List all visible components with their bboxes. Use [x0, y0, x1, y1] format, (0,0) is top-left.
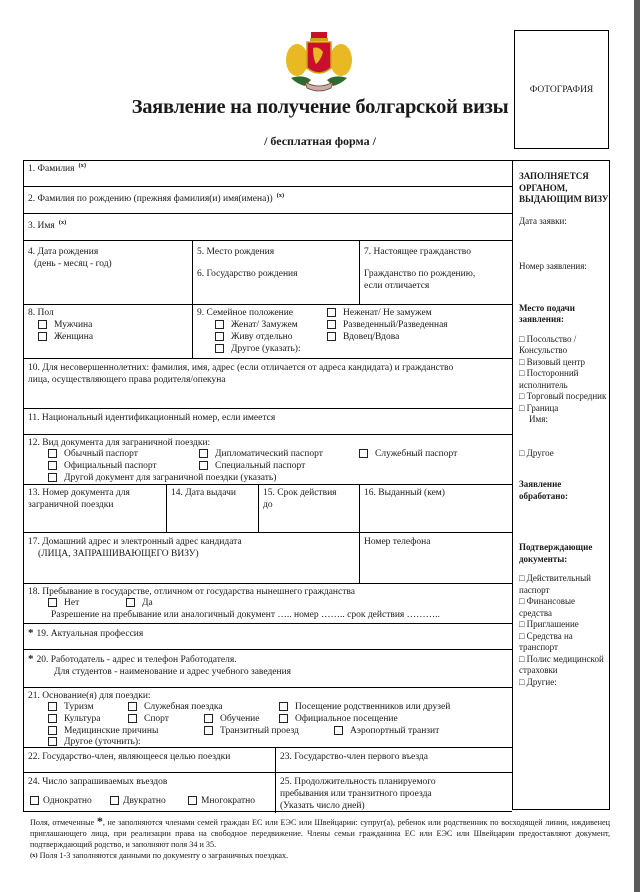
option-label: Туризм [64, 702, 94, 712]
option-label: Дипломатический паспорт [215, 449, 323, 459]
purpose-option-other[interactable] [48, 736, 141, 748]
coat-of-arms-icon [283, 30, 355, 98]
checkbox[interactable] [126, 598, 135, 607]
doc-check-funds[interactable]: □ Финансовые средства [519, 596, 576, 618]
field-travel-document-type [24, 435, 513, 484]
border-name-label: Имя: [529, 414, 548, 424]
purpose-option-airport-transit[interactable] [334, 725, 439, 737]
checkbox[interactable] [38, 320, 47, 329]
checkbox[interactable] [38, 332, 47, 341]
checkbox[interactable] [359, 449, 368, 458]
field-phone[interactable] [360, 533, 513, 583]
option-label: Неженат/ Не замужем [343, 308, 432, 318]
field-residence-label: 18. Пребывание в государстве, отличном от государства нынешнего гражданства [28, 587, 355, 597]
doc-check-other[interactable]: □ Другие: [519, 676, 557, 687]
doc-option-service[interactable] [359, 448, 457, 460]
checkbox[interactable] [128, 714, 137, 723]
footnotes [30, 816, 610, 861]
field-surname-label: 1. Фамилия [28, 164, 75, 174]
option-label: Нет [64, 598, 80, 608]
marital-option-separated[interactable] [215, 331, 293, 343]
checkbox[interactable] [48, 598, 57, 607]
field-nationality-birth-hint: если отличается [364, 281, 430, 291]
footnote-text: Поля, отмеченные [30, 818, 97, 827]
field-entries-label: 24. Число запрашиваемых въездов [28, 777, 168, 787]
field-employer-label: 20. Работодатель - адрес и телефон Работодателя. [36, 655, 237, 665]
field-first-name-label: 3. Имя [28, 221, 55, 231]
doc-option-official[interactable] [48, 460, 157, 472]
sex-option-male[interactable] [38, 319, 92, 331]
option-label: Мужчина [54, 320, 93, 330]
place-option-visa-center[interactable]: □ Визовый центр [519, 356, 586, 367]
field-occupation-label: 19. Актуальная профессия [36, 629, 144, 639]
asterisk-mark: * [96, 814, 103, 828]
field-place-of-birth-label: 5. Место рождения [197, 247, 275, 257]
checkbox[interactable] [48, 702, 57, 711]
field-destination-state-label: 22. Государство-член, являющееся целью поездки [28, 752, 231, 762]
field-marital-status-label: 9. Семейное положение [197, 308, 294, 318]
option-label: Однократно [43, 796, 92, 806]
field-home-address[interactable] [24, 533, 360, 583]
footnote-text: Поля 1-3 заполняются данными по документу о заграничных поездках. [39, 851, 289, 860]
option-label: Многократно [201, 796, 256, 806]
field-valid-until[interactable] [259, 485, 360, 532]
footnote-mark: (x) [276, 192, 285, 199]
checkbox[interactable] [48, 737, 57, 746]
field-first-entry-state[interactable] [276, 748, 513, 772]
field-travel-document-type-label: 12. Вид документа для заграничной поездки: [28, 438, 211, 448]
field-nationality-birth-label: Гражданство по рождению, [364, 269, 476, 279]
field-duration-label-cont: пребывания или транзитного проезда [280, 789, 432, 799]
page-subtitle: / бесплатная форма / [264, 134, 376, 148]
purpose-option-official-visit[interactable] [279, 713, 398, 725]
page-title: Заявление на получение болгарской визы [131, 96, 509, 118]
doc-option-other[interactable] [48, 472, 276, 484]
field-country-of-birth-label: 6. Государство рождения [197, 269, 298, 279]
place-option-border[interactable]: □ Граница [519, 402, 559, 413]
doc-check-transport[interactable]: □ Средства на транспорт [519, 630, 573, 652]
field-date-of-birth[interactable] [24, 241, 193, 304]
purpose-option-transit[interactable] [204, 725, 299, 737]
field-nationality-label: 7. Настоящее гражданство [364, 247, 471, 257]
field-document-number[interactable] [24, 485, 167, 532]
checkbox[interactable] [204, 714, 213, 723]
field-guardian-label: 10. Для несовершеннолетних: фамилия, имя, адрес (если отличается от адреса кандидата) и гражданство [28, 363, 454, 373]
field-employer[interactable] [24, 650, 513, 688]
photo-label: ФОТОГРАФИЯ [529, 84, 594, 95]
option-label: Медицинские причины [64, 726, 159, 736]
option-label: Другое (уточнить): [64, 737, 141, 747]
footnote-mark: (x) [78, 162, 87, 169]
place-option-other[interactable]: □ Другое [519, 447, 554, 458]
option-label: Женщина [54, 332, 94, 342]
photo-box[interactable] [514, 30, 609, 149]
checkbox[interactable] [110, 796, 119, 805]
checkbox[interactable] [48, 473, 57, 482]
documents-heading: Подтверждающие документы: [519, 542, 593, 564]
entries-option-single[interactable] [30, 795, 92, 807]
checkbox[interactable] [48, 461, 57, 470]
field-dob-hint: (день - месяц - год) [34, 259, 112, 269]
field-issued-by-label: 16. Выданный (кем) [364, 488, 445, 498]
doc-option-ordinary[interactable] [48, 448, 138, 460]
sex-option-female[interactable] [38, 331, 93, 343]
option-label: Посещение родственников или друзей [295, 702, 451, 712]
purpose-option-study[interactable] [204, 713, 259, 725]
field-entries [24, 773, 276, 813]
option-label: Служебная поездка [144, 702, 223, 712]
option-label: Другой документ для заграничной поездки (указать) [64, 473, 277, 483]
field-destination-state[interactable] [24, 748, 276, 772]
purpose-option-sport[interactable] [128, 713, 169, 725]
scrollbar[interactable] [634, 0, 640, 892]
marital-option-other[interactable] [215, 343, 301, 355]
field-place-of-birth[interactable] [193, 241, 360, 304]
field-document-number-label-cont: заграничной поездки [28, 500, 114, 510]
marital-option-widowed[interactable] [327, 331, 399, 343]
checkbox[interactable] [327, 332, 336, 341]
residence-permit-line[interactable]: Разрешение на пребывание или аналогичный документ ….. номер …….. срок действия ……….. [51, 610, 440, 620]
field-document-number-label: 13. Номер документа для [28, 488, 130, 498]
purpose-option-tourism[interactable] [48, 701, 94, 713]
doc-option-diplomatic[interactable] [199, 448, 323, 460]
field-issue-date[interactable] [167, 485, 259, 532]
field-guardian-label-cont: лица, осуществляющего права родителя/опекуна [28, 375, 226, 385]
checkbox[interactable] [215, 320, 224, 329]
asterisk-mark: * [28, 653, 34, 665]
footnote-mark: (x) [30, 852, 38, 859]
processed-label: Заявление обработано: [519, 479, 568, 501]
option-label: Вдовец/Вдова [343, 332, 400, 342]
field-dob-label: 4. Дата рождения [28, 247, 99, 257]
checkbox[interactable] [48, 726, 57, 735]
field-marital-status [193, 305, 513, 358]
option-label: Служебный паспорт [375, 449, 458, 459]
checkbox[interactable] [279, 714, 288, 723]
checkbox[interactable] [128, 702, 137, 711]
checkbox[interactable] [327, 308, 336, 317]
field-valid-until-label: 15. Срок действия [263, 488, 337, 498]
footnote-text: , не заполняются членами семей граждан ЕС или ЕЭС или Швейцарии: супруг(а), ребенок или родственник по восходящей линии, иждивенец приглашающего лица, при реализации права на свободное передвижение. Члены семьи гражданина ЕС или ЕЭС или Швейцарии предоставляют документ, подтверждающий родство, и заполняют поля 34 и 35. [30, 818, 610, 849]
checkbox[interactable] [30, 796, 39, 805]
option-label: Официальный паспорт [64, 461, 157, 471]
purpose-option-business[interactable] [128, 701, 223, 713]
doc-check-insurance[interactable]: □ Полис медицинской страховки [519, 653, 604, 675]
application-date-label: Дата заявки: [519, 215, 567, 226]
checkbox[interactable] [188, 796, 197, 805]
field-purpose [24, 688, 513, 747]
official-use-panel [512, 160, 610, 810]
place-option-intermediary[interactable]: □ Торговый посредник [519, 391, 607, 401]
option-label: Обучение [220, 714, 260, 724]
purpose-option-family-visit[interactable] [279, 701, 450, 713]
place-heading: Место подачи заявления: [519, 302, 575, 324]
field-sex [24, 305, 193, 358]
entries-option-multiple[interactable] [188, 795, 255, 807]
checkbox[interactable] [327, 320, 336, 329]
place-option-embassy[interactable]: □ Посольство / Консульство [519, 333, 577, 355]
residence-option-no[interactable] [48, 597, 79, 609]
option-label: Двукратно [123, 796, 166, 806]
field-employer-hint: Для студентов - наименование и адрес учебного заведения [54, 667, 292, 677]
option-label: Да [142, 598, 153, 608]
footnote-mark: (x) [58, 219, 67, 226]
asterisk-mark: * [28, 627, 34, 639]
doc-option-special[interactable] [199, 460, 305, 472]
field-duration-hint: (Указать число дней) [280, 801, 365, 811]
field-issued-by[interactable] [360, 485, 513, 532]
checkbox[interactable] [199, 449, 208, 458]
option-label: Специальный паспорт [215, 461, 306, 471]
application-form [23, 160, 512, 812]
field-sex-label: 8. Пол [28, 308, 54, 318]
field-duration[interactable] [276, 773, 513, 813]
application-number-label: Номер заявления: [519, 261, 587, 271]
field-purpose-label: 21. Основание(я) для поездки: [28, 691, 151, 701]
option-label: Аэропортный транзит [350, 726, 440, 736]
option-label: Обычный паспорт [64, 449, 138, 459]
official-use-heading: ЗАПОЛНЯЕТСЯ ОРГАНОМ, ВЫДАЮЩИМ ВИЗУ [519, 171, 609, 204]
doc-check-invitation[interactable]: □ Приглашение [519, 619, 579, 629]
option-label: Другое (указать): [231, 344, 301, 354]
place-option-provider[interactable]: □ Посторонний исполнитель [519, 368, 579, 390]
purpose-option-culture[interactable] [48, 713, 100, 725]
field-national-id-label: 11. Национальный идентификационный номер, если имеется [28, 413, 276, 423]
checkbox[interactable] [215, 332, 224, 341]
checkbox[interactable] [334, 726, 343, 735]
field-home-address-label: 17. Домашний адрес и электронный адрес кандидата [28, 537, 242, 547]
field-surname[interactable] [24, 161, 513, 187]
field-duration-label: 25. Продолжительность планируемого [280, 777, 436, 787]
option-label: Культура [64, 714, 101, 724]
checkbox[interactable] [279, 702, 288, 711]
field-residence [24, 584, 513, 623]
field-phone-label: Номер телефона [364, 537, 431, 547]
field-birth-surname-label: 2. Фамилия по рождению (прежняя фамилия(и) имя(имена)) [28, 194, 273, 204]
field-birth-surname[interactable] [24, 187, 513, 214]
marital-option-married[interactable] [215, 319, 298, 331]
footnote-x [30, 850, 610, 861]
field-occupation[interactable] [24, 624, 513, 650]
checkbox[interactable] [199, 461, 208, 470]
checkbox[interactable] [48, 714, 57, 723]
field-national-id[interactable] [24, 409, 513, 435]
marital-option-divorced[interactable] [327, 319, 448, 331]
option-label: Официальное посещение [295, 714, 398, 724]
field-nationality[interactable] [360, 241, 513, 304]
field-first-entry-state-label: 23. Государство-член первого въезда [280, 752, 428, 762]
marital-option-single[interactable] [327, 307, 432, 319]
doc-check-passport[interactable]: □ Действительный паспорт [519, 573, 591, 595]
option-label: Спорт [144, 714, 169, 724]
option-label: Живу отдельно [231, 332, 293, 342]
option-label: Транзитный проезд [220, 726, 299, 736]
checkbox[interactable] [215, 344, 224, 353]
checkbox[interactable] [48, 449, 57, 458]
field-home-address-hint: (ЛИЦА, ЗАПРАШИВАЮЩЕГО ВИЗУ) [38, 549, 199, 559]
residence-option-yes[interactable] [126, 597, 153, 609]
footnote-asterisk [30, 816, 610, 850]
option-label: Разведенный/Разведенная [343, 320, 448, 330]
entries-option-double[interactable] [110, 795, 166, 807]
field-first-name[interactable] [24, 214, 513, 241]
field-valid-until-label-cont: до [263, 500, 273, 510]
option-label: Женат/ Замужем [231, 320, 298, 330]
field-guardian[interactable] [24, 359, 513, 409]
checkbox[interactable] [204, 726, 213, 735]
field-issue-date-label: 14. Дата выдачи [171, 488, 236, 498]
